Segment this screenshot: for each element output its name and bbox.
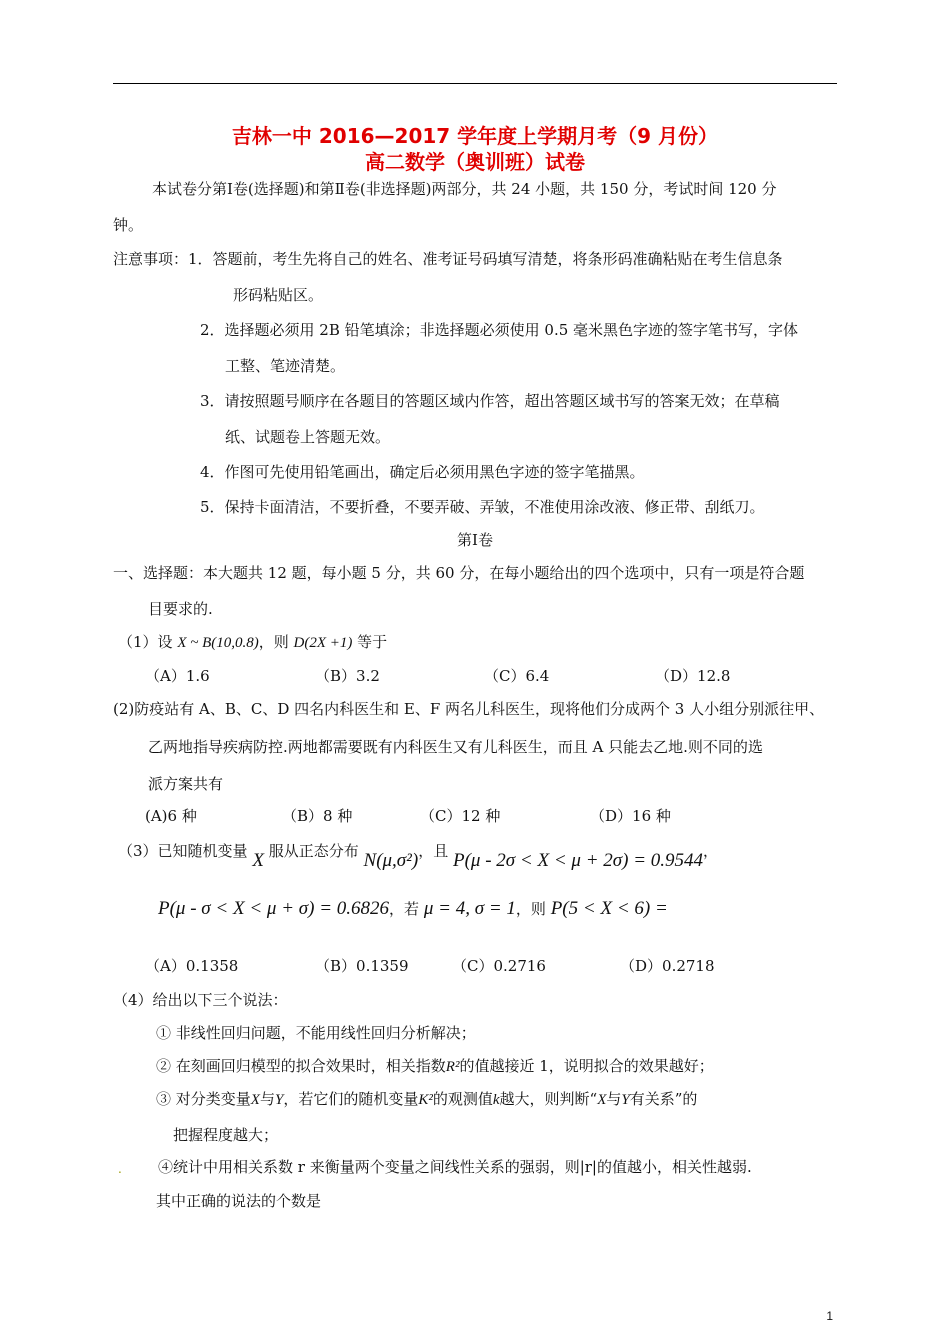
question-3-option-a: （A）0.1358	[145, 957, 239, 975]
question-2-option-b: （B）8 种	[282, 807, 353, 825]
question-4-stem: （4）给出以下三个说法：	[113, 991, 288, 1009]
question-3-conditions: P(μ - σ < X < μ + σ) = 0.6826，若 μ = 4, σ = 1，则 P(5 < X < 6) =	[158, 898, 668, 919]
question-3-option-b: （B）0.1359	[315, 957, 409, 975]
note-3: 3．请按照题号顺序在各题目的答题区域内作答，超出答题区域书写的答案无效；在草稿	[200, 392, 780, 410]
note-2: 2．选择题必须用 2B 铅笔填涂；非选择题必须使用 0.5 毫米黑色字迹的签字笔书写，字体	[200, 321, 799, 339]
question-4-question: 其中正确的说法的个数是	[156, 1192, 322, 1210]
question-2-option-d: （D）16 种	[590, 807, 671, 825]
question-1-option-d: （D）12.8	[655, 667, 731, 685]
question-2-option-a: (A)6 种	[145, 807, 197, 825]
part-title: 第Ⅰ卷	[457, 531, 493, 549]
question-1-option-c: （C）6.4	[484, 667, 550, 685]
note-5: 5．保持卡面清洁，不要折叠，不要弄破、弄皱，不准使用涂改液、修正带、刮纸刀。	[200, 498, 765, 516]
question-1-option-a: （A）1.6	[145, 667, 210, 685]
question-3-stem: （3）已知随机变量 X 服从正态分布 N(μ,σ²)，且 P(μ - 2σ < X < μ + 2σ) = 0.9544，	[118, 842, 719, 871]
note-1-cont: 形码粘贴区。	[233, 286, 324, 304]
question-3-option-c: （C）0.2716	[452, 957, 546, 975]
note-2-cont: 工整、笔迹清楚。	[225, 357, 346, 375]
section-instruction-2: 目要求的.	[148, 600, 213, 618]
question-4-statement-2: ② 在刻画回归模型的拟合效果时，相关指数R²的值越接近 1，说明拟合的效果越好；	[156, 1057, 714, 1075]
stray-mark: .	[118, 1162, 122, 1176]
question-2-option-c: （C）12 种	[420, 807, 501, 825]
intro-line-1: 本试卷分第Ⅰ卷(选择题)和第Ⅱ卷(非选择题)两部分，共 24 小题，共 150 分，考试时间 120 分	[152, 180, 777, 198]
section-instruction-1: 一、选择题：本大题共 12 题，每小题 5 分，共 60 分，在每小题给出的四个选项中，只有一项是符合题	[113, 564, 805, 582]
intro-line-2: 钟。	[113, 216, 144, 234]
question-1-option-b: （B）3.2	[315, 667, 380, 685]
header-rule	[113, 83, 837, 84]
exam-title: 吉林一中 2016—2017 学年度上学期月考（9 月份）	[231, 124, 719, 148]
question-4-statement-3-cont: 把握程度越大；	[173, 1126, 279, 1144]
question-1-stem: （1）设 X ~ B(10,0.8)，则 D(2X +1) 等于	[118, 633, 388, 651]
question-2-line-3: 派方案共有	[148, 775, 224, 793]
note-3-cont: 纸、试题卷上答题无效。	[225, 428, 391, 446]
exam-subtitle: 高二数学（奥训班）试卷	[365, 150, 585, 174]
note-4: 4．作图可先使用铅笔画出，确定后必须用黑色字迹的签字笔描黑。	[200, 463, 645, 481]
page-number: 1	[826, 1309, 833, 1323]
question-4-statement-4: ④统计中用相关系数 r 来衡量两个变量之间线性关系的强弱，则|r|的值越小，相关性越弱.	[158, 1158, 752, 1176]
question-4-statement-3: ③ 对分类变量X与Y，若它们的随机变量K²的观测值k越大，则判断“X与Y有关系”的	[156, 1090, 698, 1108]
question-2-line-2: 乙两地指导疾病防控.两地都需要既有内科医生又有儿科医生，而且 A 只能去乙地.则不同的选	[148, 738, 763, 756]
question-4-statement-1: ① 非线性回归问题，不能用线性回归分析解决；	[156, 1024, 476, 1042]
notes-lead: 注意事项：1．答题前，考生先将自己的姓名、准考证号码填写清楚，将条形码准确粘贴在考生信息条	[113, 250, 783, 268]
question-3-option-d: （D）0.2718	[620, 957, 715, 975]
question-2-line-1: (2)防疫站有 A、B、C、D 四名内科医生和 E、F 两名儿科医生，现将他们分成两个 3 人小组分别派往甲、	[113, 700, 825, 718]
